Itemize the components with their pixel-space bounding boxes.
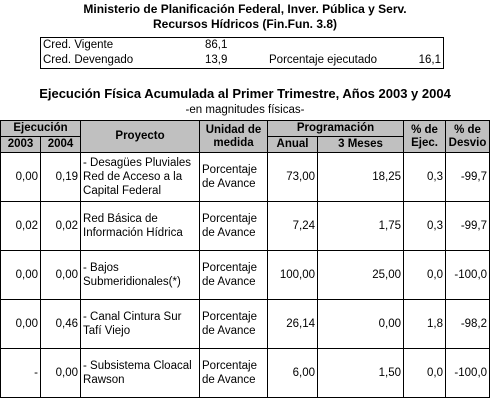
table-row xyxy=(1,153,490,202)
cell-pct-desvio: -99,7 xyxy=(446,202,490,251)
credit-summary-table xyxy=(40,37,444,69)
cell-pct-desvio: -98,2 xyxy=(446,300,490,349)
col-3-meses: 3 Meses xyxy=(318,137,404,153)
cell-2004: 0,02 xyxy=(41,202,81,251)
cell-2003: - xyxy=(1,349,41,398)
cell-proyecto: - Desagües Pluviales Red de Acceso a la Capital Federal xyxy=(81,153,200,202)
cell-proyecto: Red Básica de Información Hídrica xyxy=(81,202,200,251)
cell-pct-ejec: 0,0 xyxy=(404,251,446,300)
cell-anual: 7,24 xyxy=(268,202,318,251)
empty-cell xyxy=(267,38,405,54)
cell-proyecto: - Canal Cintura Sur Tafí Viejo xyxy=(81,300,200,349)
cell-2003: 0,02 xyxy=(1,202,41,251)
cred-devengado-label: Cred. Devengado xyxy=(41,53,204,69)
cell-2004: 0,46 xyxy=(41,300,81,349)
porcentaje-ejecutado-label: Porcentaje ejecutado xyxy=(267,53,405,69)
cell-unidad: Porcentaje de Avance xyxy=(200,153,268,202)
col-anual: Anual xyxy=(268,137,318,153)
cell-pct-ejec: 1,8 xyxy=(404,300,446,349)
program-title: Recursos Hídricos (Fin.Fun. 3.8) xyxy=(152,17,338,31)
cell-proyecto: - Bajos Submeridionales(*) xyxy=(81,251,200,300)
cell-pct-ejec: 0,3 xyxy=(404,202,446,251)
cell-2003: 0,00 xyxy=(1,251,41,300)
cell-unidad: Porcentaje de Avance xyxy=(200,251,268,300)
cell-proyecto: - Subsistema Cloacal Rawson xyxy=(81,349,200,398)
col-ejecucion: Ejecución xyxy=(1,121,81,137)
cred-vigente-value: 86,1 xyxy=(203,38,267,54)
cell-3-meses: 0,00 xyxy=(318,300,404,349)
cell-3-meses: 18,25 xyxy=(318,153,404,202)
col-2004: 2004 xyxy=(41,137,81,153)
cell-anual: 26,14 xyxy=(268,300,318,349)
cell-pct-ejec: 0,0 xyxy=(404,349,446,398)
credit-row-devengado xyxy=(41,53,444,69)
col-unidad: Unidad de medida xyxy=(200,121,268,153)
cell-pct-ejec: 0,3 xyxy=(404,153,446,202)
cell-unidad: Porcentaje de Avance xyxy=(200,349,268,398)
cell-anual: 73,00 xyxy=(268,153,318,202)
cell-anual: 6,00 xyxy=(268,349,318,398)
cell-unidad: Porcentaje de Avance xyxy=(200,202,268,251)
col-2003: 2003 xyxy=(1,137,41,153)
table-row xyxy=(1,300,490,349)
table-subtitle: -en magnitudes físicas- xyxy=(185,104,305,116)
cell-2003: 0,00 xyxy=(1,153,41,202)
cell-pct-desvio: -99,7 xyxy=(446,153,490,202)
cell-anual: 100,00 xyxy=(268,251,318,300)
cred-devengado-value: 13,9 xyxy=(203,53,267,69)
table-row xyxy=(1,202,490,251)
cell-2004: 0,19 xyxy=(41,153,81,202)
cell-pct-desvio: -100,0 xyxy=(446,349,490,398)
cell-3-meses: 25,00 xyxy=(318,251,404,300)
cred-vigente-label: Cred. Vigente xyxy=(41,38,204,54)
col-programacion: Programación xyxy=(268,121,404,137)
table-row xyxy=(1,349,490,398)
cell-3-meses: 1,75 xyxy=(318,202,404,251)
col-proyecto: Proyecto xyxy=(81,121,200,153)
execution-table xyxy=(0,120,490,398)
cell-2003: 0,00 xyxy=(1,300,41,349)
header-row-1 xyxy=(1,121,490,137)
credit-row-vigente xyxy=(41,38,444,54)
cell-unidad: Porcentaje de Avance xyxy=(200,300,268,349)
cell-2004: 0,00 xyxy=(41,349,81,398)
cell-3-meses: 1,50 xyxy=(318,349,404,398)
empty-cell xyxy=(405,38,444,54)
table-title: Ejecución Física Acumulada al Primer Trimestre, Años 2003 y 2004 xyxy=(39,86,451,101)
col-pct-ejec: % de Ejec. xyxy=(404,121,446,153)
col-pct-desvio: % de Desvio xyxy=(446,121,490,153)
cell-pct-desvio: -100,0 xyxy=(446,251,490,300)
ministry-title: Ministerio de Planificación Federal, Inver. Pública y Serv. xyxy=(83,2,407,16)
table-row xyxy=(1,251,490,300)
cell-2004: 0,00 xyxy=(41,251,81,300)
porcentaje-ejecutado-value: 16,1 xyxy=(405,53,444,69)
